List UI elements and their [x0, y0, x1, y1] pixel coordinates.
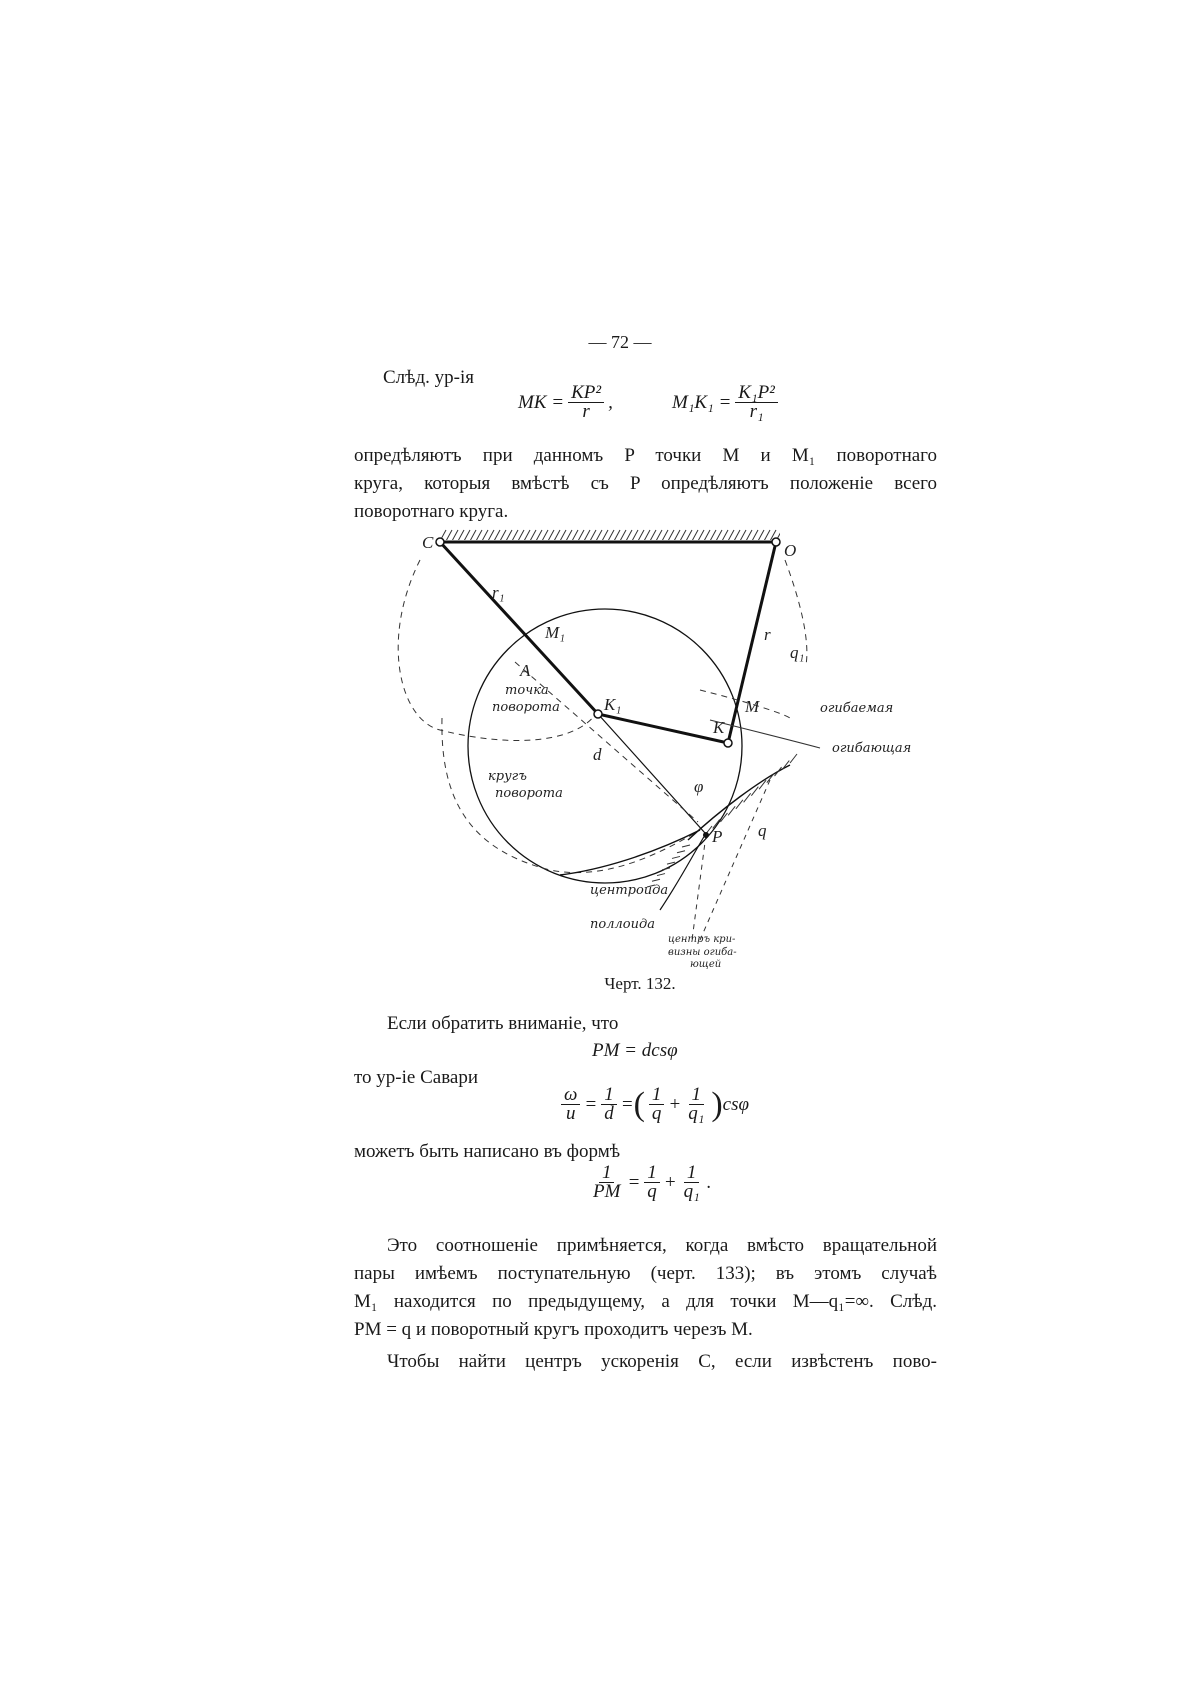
equation-pm: PM = dcsφ: [592, 1040, 678, 1061]
hatch-mark: [530, 530, 536, 541]
label-k1: K₁: [604, 695, 622, 714]
paragraph-4: то ур-іе Савари: [354, 1067, 479, 1088]
label-phi: φ: [694, 777, 704, 796]
paragraph-6-line-1: Это соотношеніе примѣняется, когда вмѣсто вращательной: [387, 1235, 937, 1256]
hatch-mark: [542, 530, 548, 541]
hatch-mark: [548, 530, 554, 541]
label-ogibaemaya: огибаемая: [820, 701, 894, 716]
hatch-mark: [692, 530, 698, 541]
hatch-mark: [554, 530, 560, 541]
savary-paren-close: ): [711, 1085, 723, 1123]
savary-one-q-num: 1: [649, 1086, 665, 1105]
paragraph-2-line-1: опредѣляютъ при данномъ P точки M и M₁ поворотнаго: [354, 445, 937, 466]
hatch-mark: [740, 530, 746, 541]
pm-frac-3-num: 1: [684, 1164, 700, 1183]
hatch-mark: [722, 530, 728, 541]
label-krug-2: поворота: [495, 786, 563, 801]
equation-m1k1-denominator: r₁: [749, 401, 764, 422]
paragraph-6-line-4: PM = q и поворотный кругъ проходитъ черезъ M.: [354, 1319, 753, 1340]
coupler-k1-k: [598, 714, 728, 743]
paragraph-3: Если обратить вниманіе, что: [387, 1013, 619, 1034]
hatch-mark: [566, 530, 572, 541]
hatch-mark: [536, 530, 542, 541]
curve-polloid: [660, 835, 705, 910]
figure-caption: Черт. 132.: [604, 974, 676, 993]
hatch-mark: [674, 530, 680, 541]
hatch-mark: [518, 530, 524, 541]
hatch-mark: [638, 530, 644, 541]
label-d: d: [593, 745, 602, 764]
savary-eq-1: =: [584, 1093, 598, 1115]
joint-o: [772, 538, 780, 546]
hatch-mark: [506, 530, 512, 541]
joint-c: [436, 538, 444, 546]
pm-frac-1: [590, 1164, 623, 1201]
equation-mk-fraction: [568, 384, 604, 421]
joint-k1: [594, 710, 602, 718]
hatch-mark: [620, 530, 626, 541]
pm-eq: =: [627, 1171, 641, 1193]
pm-frac-1-den: PM: [593, 1181, 621, 1202]
hatch-mark: [482, 530, 488, 541]
hatch-mark: [764, 530, 770, 541]
savary-omega-u: [561, 1086, 580, 1123]
paragraph-2-line-3: поворотнаго круга.: [354, 501, 509, 522]
hatch-mark: [596, 530, 602, 541]
point-p: [703, 832, 709, 838]
surface-hatch-mark: [775, 767, 782, 776]
hatch-mark: [602, 530, 608, 541]
label-m1: M₁: [545, 623, 566, 642]
pm-frac-2-num: 1: [644, 1164, 660, 1183]
equation-pm-form: [586, 1164, 711, 1201]
savary-one-d: [601, 1086, 617, 1123]
hatch-mark: [500, 530, 506, 541]
savary-omega: ω: [561, 1086, 580, 1105]
label-q1: q₁: [790, 643, 805, 662]
hatch-mark: [632, 530, 638, 541]
surface-hatch-mark: [790, 754, 797, 763]
label-ogibayushchaya: огибающая: [832, 741, 912, 756]
surface-hatch-mark: [782, 761, 789, 770]
hatch-mark: [626, 530, 632, 541]
centroid-hatch-mark: [652, 879, 660, 881]
hatch-mark: [608, 530, 614, 541]
hatch-mark: [752, 530, 758, 541]
paragraph-6-line-2: пары имѣемъ поступательную (черт. 133); въ этомъ случаѣ: [354, 1263, 937, 1284]
hatch-mark: [590, 530, 596, 541]
surface-hatch-mark: [744, 793, 751, 802]
label-r: r: [764, 625, 771, 644]
equation-m1k1: [672, 384, 782, 421]
hatch-mark: [464, 530, 470, 541]
label-p: P: [712, 827, 723, 846]
paragraph-2-line-2: круга, которыя вмѣстѣ съ P опредѣляютъ положеніе всего: [354, 473, 937, 494]
hatch-mark: [698, 530, 704, 541]
hatch-mark: [578, 530, 584, 541]
hatch-mark: [668, 530, 674, 541]
savary-plus: +: [668, 1093, 682, 1115]
paragraph-7: [354, 1348, 937, 1376]
label-a: A: [520, 661, 531, 680]
hatch-mark: [734, 530, 740, 541]
centroid-hatch-mark: [657, 874, 665, 876]
hatch-mark: [746, 530, 752, 541]
equation-m1k1-lhs: M₁K₁ =: [672, 391, 732, 413]
label-m: M: [745, 697, 760, 716]
line-q-dashed: [700, 780, 770, 940]
pm-dot: .: [706, 1171, 712, 1193]
pm-frac-2: [644, 1164, 660, 1201]
savary-one-q1: [685, 1086, 707, 1123]
equation-savary: [557, 1086, 749, 1123]
hatch-mark: [656, 530, 662, 541]
savary-tail: csφ: [722, 1093, 750, 1115]
label-tochka-1: точка: [505, 683, 549, 698]
surface-hatch-mark: [728, 806, 735, 815]
label-k: K: [713, 718, 725, 737]
pm-frac-2-den: q: [647, 1181, 657, 1202]
pm-frac-3: [681, 1164, 703, 1201]
pm-frac-3-den: q₁: [683, 1181, 700, 1202]
savary-one-q1-den: q₁: [688, 1103, 705, 1124]
equation-m1k1-fraction: [735, 384, 778, 421]
hatch-mark: [446, 530, 452, 541]
centroid-hatch-mark: [682, 845, 690, 847]
label-q: q: [758, 821, 767, 840]
savary-eq-2: =: [620, 1093, 634, 1115]
page-number: — 72 —: [588, 332, 652, 352]
label-curvature-3: ющей: [690, 959, 722, 970]
line-k1-p: [598, 714, 705, 833]
hatch-mark: [524, 530, 530, 541]
paragraph-2: [354, 442, 937, 526]
label-tsentroida: центроида: [590, 883, 669, 898]
pm-plus: +: [663, 1171, 677, 1193]
savary-u: u: [565, 1103, 576, 1124]
ground-hatching: [440, 530, 782, 541]
equation-mk-lhs: MK =: [518, 391, 565, 413]
hatch-mark: [728, 530, 734, 541]
hatch-mark: [650, 530, 656, 541]
figure-132: [380, 525, 920, 975]
hatch-mark: [686, 530, 692, 541]
surface-hatch-mark: [736, 800, 743, 809]
hatch-mark: [560, 530, 566, 541]
equation-m1k1-numerator: K₁P²: [735, 384, 778, 403]
equation-mk-separator: ,: [608, 391, 613, 413]
hatch-mark: [614, 530, 620, 541]
savary-one-d-den: d: [604, 1103, 614, 1124]
paragraph-intro: Слѣд. ур-ія: [383, 367, 474, 388]
hatch-mark: [584, 530, 590, 541]
equation-mk: [518, 384, 613, 421]
hatch-mark: [452, 530, 458, 541]
hatch-mark: [680, 530, 686, 541]
label-curvature-2: визны огиба-: [668, 947, 737, 958]
hatch-mark: [572, 530, 578, 541]
centroid-hatch-mark: [677, 851, 685, 853]
label-o: O: [784, 541, 797, 560]
joint-k: [724, 739, 732, 747]
hatch-mark: [662, 530, 668, 541]
hatch-mark: [716, 530, 722, 541]
pm-frac-1-num: 1: [599, 1164, 615, 1183]
hatch-mark: [494, 530, 500, 541]
hatch-mark: [710, 530, 716, 541]
paragraph-5: можетъ быть написано въ формѣ: [354, 1141, 621, 1162]
savary-one-d-num: 1: [601, 1086, 617, 1105]
hatch-mark: [458, 530, 464, 541]
label-polloida: поллоида: [590, 917, 655, 932]
label-c: C: [422, 533, 434, 552]
hatch-mark: [476, 530, 482, 541]
dashed-arc-left: [442, 718, 700, 873]
hatch-mark: [704, 530, 710, 541]
equation-mk-denominator: r: [582, 401, 590, 422]
savary-one-q-den: q: [651, 1103, 662, 1124]
hatch-mark: [644, 530, 650, 541]
paragraph-6-line-3: M₁ находится по предыдущему, а для точки M—q₁=∞. Слѣд.: [354, 1291, 937, 1312]
centroid-hatch-mark: [672, 856, 680, 858]
savary-paren-open: (: [633, 1085, 645, 1123]
label-tochka-2: поворота: [492, 700, 560, 715]
paragraph-6: [354, 1232, 937, 1344]
paragraph-7-line-1: Чтобы найти центръ ускоренія C, если извѣстенъ пово-: [387, 1351, 937, 1372]
label-r1: r₁: [492, 583, 505, 602]
savary-one-q: [649, 1086, 665, 1123]
label-krug-1: кругъ: [488, 769, 527, 784]
label-curvature-1: центръ кри-: [668, 934, 736, 945]
equation-mk-numerator: KP²: [568, 384, 604, 403]
hatch-mark: [470, 530, 476, 541]
hatch-mark: [758, 530, 764, 541]
hatch-mark: [512, 530, 518, 541]
hatch-mark: [488, 530, 494, 541]
savary-one-q1-num: 1: [689, 1086, 705, 1105]
